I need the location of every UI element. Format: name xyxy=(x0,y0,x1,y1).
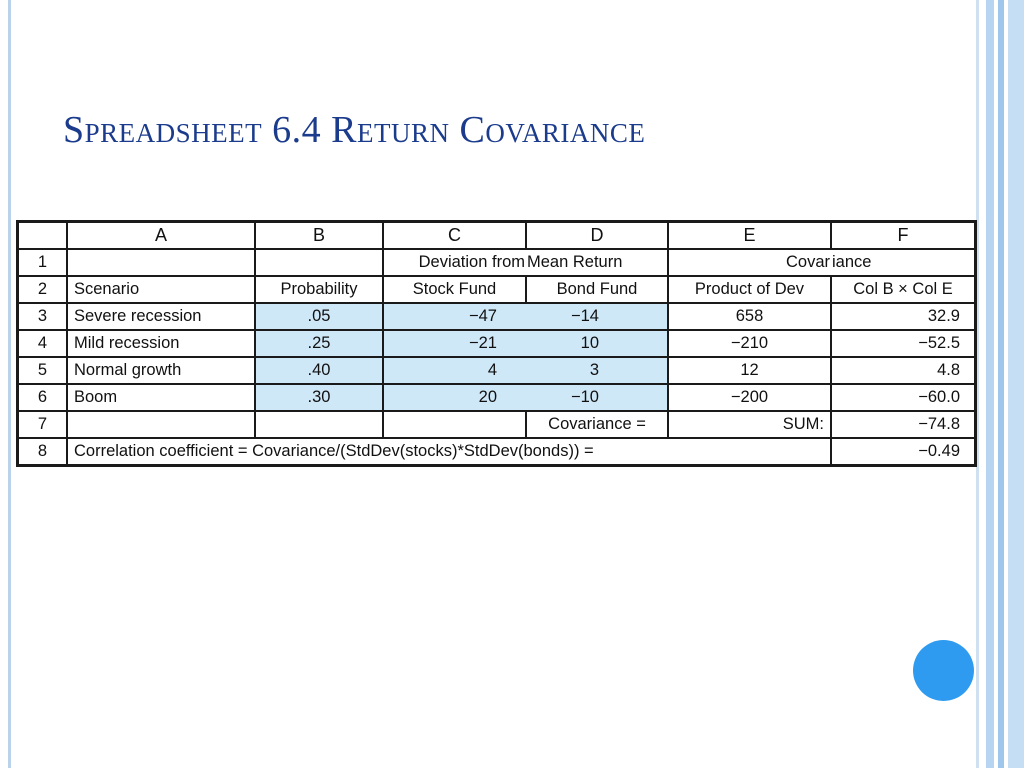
cell-probability-header: Probability xyxy=(255,276,383,303)
covariance-header-right: iance xyxy=(831,249,976,276)
cell-colb-cole-header: Col B × Col E xyxy=(831,276,976,303)
deviation-header-right: Mean Return xyxy=(526,249,668,276)
table-row xyxy=(18,303,976,330)
col-header-b: B xyxy=(255,222,383,250)
cell-scenario: Mild recession xyxy=(67,330,255,357)
cell-scenario: Normal growth xyxy=(67,357,255,384)
cell-weighted: −52.5 xyxy=(831,330,976,357)
cell-product: 12 xyxy=(668,357,831,384)
cell-covariance-sum: −74.8 xyxy=(831,411,976,438)
table-row xyxy=(18,384,976,411)
cell-product: −200 xyxy=(668,384,831,411)
row-number: 6 xyxy=(18,384,68,411)
col-header-f: F xyxy=(831,222,976,250)
col-header-a: A xyxy=(67,222,255,250)
cell-product: 658 xyxy=(668,303,831,330)
column-header-row xyxy=(18,222,976,250)
cell-b7 xyxy=(255,411,383,438)
cell-correlation-value: −0.49 xyxy=(831,438,976,466)
table-row xyxy=(18,357,976,384)
cell-correlation-formula: Correlation coefficient = Covariance/(StdDev(stocks)*StdDev(bonds)) = xyxy=(67,438,831,466)
cell-stock-dev: 20 xyxy=(383,384,526,411)
cell-scenario-header: Scenario xyxy=(67,276,255,303)
table-row xyxy=(18,411,976,438)
cell-weighted: 32.9 xyxy=(831,303,976,330)
row-number: 3 xyxy=(18,303,68,330)
cell-probability: .25 xyxy=(255,330,383,357)
slide-title: Spreadsheet 6.4 Return Covariance xyxy=(63,109,646,151)
cell-weighted: 4.8 xyxy=(831,357,976,384)
covariance-header-left: Covar xyxy=(668,249,831,276)
cell-stock-dev: 4 xyxy=(383,357,526,384)
table-row xyxy=(18,438,976,466)
spreadsheet-table xyxy=(16,220,977,467)
table-row xyxy=(18,330,976,357)
corner-cell xyxy=(18,222,68,250)
cell-stock-dev: −47 xyxy=(383,303,526,330)
col-header-c: C xyxy=(383,222,526,250)
cell-stock-dev: −21 xyxy=(383,330,526,357)
cell-bond-fund-header: Bond Fund xyxy=(526,276,668,303)
cell-scenario: Boom xyxy=(67,384,255,411)
row-number: 7 xyxy=(18,411,68,438)
col-header-d: D xyxy=(526,222,668,250)
cell-product: −210 xyxy=(668,330,831,357)
cell-covariance-label: Covariance = xyxy=(526,411,668,438)
cell-scenario: Severe recession xyxy=(67,303,255,330)
row-number: 2 xyxy=(18,276,68,303)
row-number: 1 xyxy=(18,249,68,276)
right-decorative-bars xyxy=(976,0,1024,768)
left-accent-rule xyxy=(8,0,11,768)
cell-sum-label: SUM: xyxy=(668,411,831,438)
cell-bond-dev: −10 xyxy=(526,384,668,411)
row-number: 4 xyxy=(18,330,68,357)
deviation-header-left: Deviation from xyxy=(383,249,526,276)
cell-weighted: −60.0 xyxy=(831,384,976,411)
cell-probability: .05 xyxy=(255,303,383,330)
cell-bond-dev: 3 xyxy=(526,357,668,384)
decorative-circle xyxy=(913,640,974,701)
cell-b1 xyxy=(255,249,383,276)
cell-a7 xyxy=(67,411,255,438)
row-number: 8 xyxy=(18,438,68,466)
row-number: 5 xyxy=(18,357,68,384)
cell-a1 xyxy=(67,249,255,276)
cell-bond-dev: −14 xyxy=(526,303,668,330)
cell-c7 xyxy=(383,411,526,438)
table-row xyxy=(18,276,976,303)
cell-stock-fund-header: Stock Fund xyxy=(383,276,526,303)
cell-probability: .30 xyxy=(255,384,383,411)
table-row xyxy=(18,249,976,276)
cell-probability: .40 xyxy=(255,357,383,384)
cell-product-header: Product of Dev xyxy=(668,276,831,303)
col-header-e: E xyxy=(668,222,831,250)
cell-bond-dev: 10 xyxy=(526,330,668,357)
